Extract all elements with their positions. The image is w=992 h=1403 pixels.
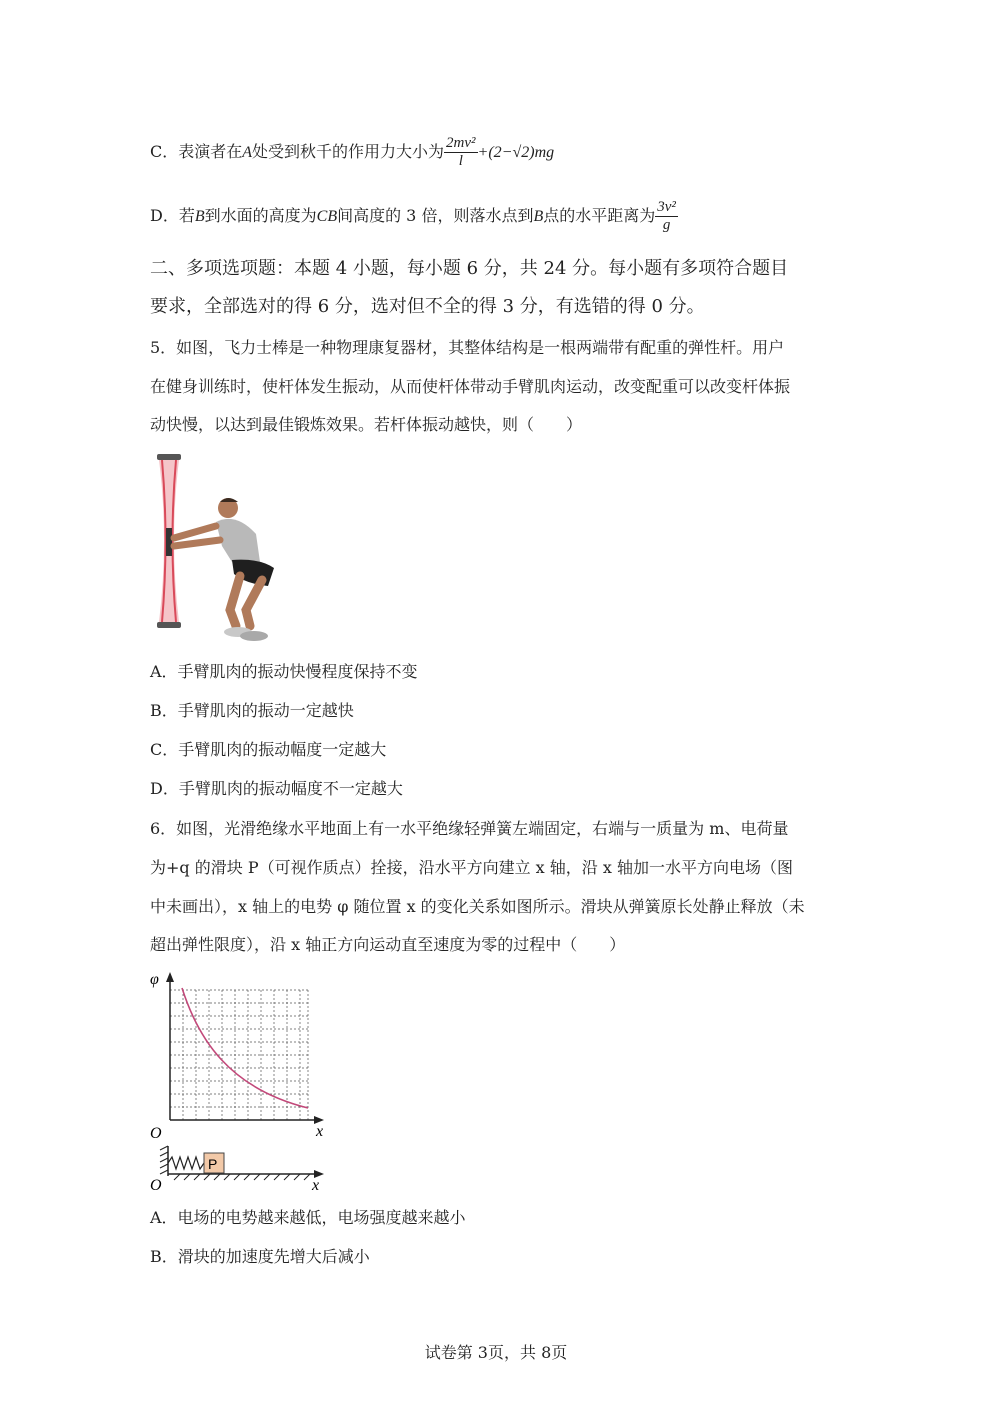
bar-weight-bottom: [157, 622, 181, 628]
option-text: 点的水平距离为: [543, 206, 656, 225]
q6-stem-line3: 中未画出），x 轴上的电势 φ 随位置 x 的变化关系如图所示。滑块从弹簧原长处静止释放（未: [150, 897, 805, 916]
phi-label: φ: [150, 971, 159, 988]
q5-stem-line3: 动快慢，以达到最佳锻炼效果。若杆体振动越快，则（ ）: [150, 415, 583, 434]
potential-curve: [182, 988, 308, 1108]
ground-x-label: x: [312, 1177, 320, 1194]
option-text: 处受到秋千的作用力大小为: [252, 142, 445, 161]
option-text: C．表演者在: [150, 142, 243, 161]
wall: [160, 1146, 168, 1176]
flexi-bar-figure: [150, 450, 290, 650]
spring: [168, 1157, 204, 1169]
q6-stem-line1: 6．如图，光滑绝缘水平地面上有一水平绝缘轻弹簧左端固定，右端与一质量为 m、电荷量: [150, 819, 789, 838]
q6-stem-line2: 为+q 的滑块 P（可视作质点）拴接，沿水平方向建立 x 轴，沿 x 轴加一水平方向电场（图: [150, 858, 793, 877]
page-footer: 试卷第 3页，共 8页: [424, 1343, 568, 1362]
var-cb: CB: [316, 208, 338, 225]
bar-handle: [166, 528, 172, 556]
athlete-figure: [174, 498, 274, 641]
phi-axis-arrow: [166, 972, 174, 982]
graph-origin-label: O: [150, 1125, 162, 1142]
ground: [168, 1170, 324, 1180]
section-heading-line2: 要求，全部选对的得 6 分，选对但不全的得 3 分，有选错的得 0 分。: [150, 296, 705, 317]
q5-stem-line1: 5．如图，飞力士棒是一种物理康复器材，其整体结构是一根两端带有配重的弹性杆。用户: [150, 338, 785, 357]
block-label: P: [208, 1156, 218, 1172]
q4-option-d: [150, 199, 678, 234]
option-text: D．若: [150, 206, 195, 225]
bar-weight-top: [157, 454, 181, 460]
q6-option-b: B．滑块的加速度先增大后减小: [150, 1247, 370, 1266]
q5-option-d: D．手臂肌肉的振动幅度不一定越大: [150, 779, 403, 798]
q4-option-c: [150, 135, 554, 170]
var-b: B: [533, 208, 544, 225]
fraction-numerator: 3v²: [657, 199, 676, 215]
option-text: 到水面的高度为: [204, 206, 317, 225]
q6-stem-line4: 超出弹性限度），沿 x 轴正方向运动直至速度为零的过程中（ ）: [150, 935, 626, 954]
q6-option-a: A．电场的电势越来越低，电场强度越来越小: [150, 1208, 466, 1227]
q5-option-c: C．手臂肌肉的振动幅度一定越大: [150, 740, 387, 759]
graph-x-label: x: [316, 1123, 324, 1140]
fraction-numerator: 2mv²: [446, 135, 476, 151]
fraction: [655, 199, 678, 234]
var-a: A: [242, 144, 253, 161]
formula-tail: +(2−√2)mg: [477, 144, 555, 161]
potential-graph-figure: [148, 968, 338, 1198]
fraction-denominator: l: [458, 153, 463, 169]
option-text: 间高度的 3 倍，则落水点到: [337, 206, 534, 225]
fraction-denominator: g: [662, 217, 671, 233]
q5-option-a: A．手臂肌肉的振动快慢程度保持不变: [150, 662, 418, 681]
section-heading-line1: 二、多项选项题：本题 4 小题，每小题 6 分，共 24 分。每小题有多项符合题目: [150, 258, 789, 279]
q5-stem-line2: 在健身训练时，使杆体发生振动，从而使杆体带动手臂肌肉运动，改变配重可以改变杆体振: [150, 377, 791, 396]
ground-origin-label: O: [150, 1177, 162, 1194]
var-b: B: [194, 208, 205, 225]
q5-option-b: B．手臂肌肉的振动一定越快: [150, 701, 354, 720]
fraction: [444, 135, 478, 170]
